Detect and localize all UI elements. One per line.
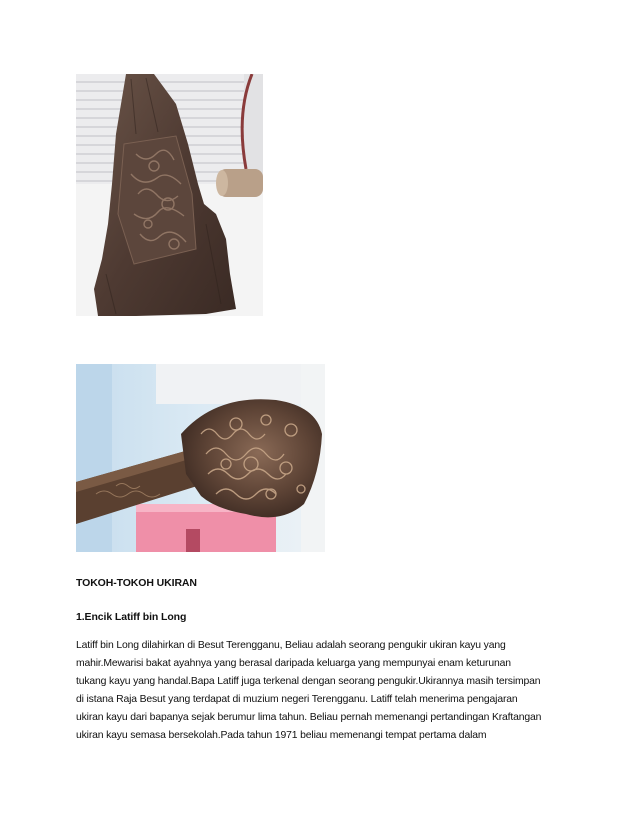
- carved-wood-stump-photo: [76, 74, 263, 316]
- paragraph-line: Latiff bin Long dilahirkan di Besut Terengganu, Beliau adalah seorang pengukir ukiran kayu yang: [76, 640, 506, 651]
- carved-wood-sculpture-photo: [76, 364, 325, 552]
- subsection-heading: 1.Encik Latiff bin Long: [76, 611, 187, 623]
- body-paragraph: [76, 637, 576, 746]
- paragraph-line: mahir.Mewarisi bakat ayahnya yang berasal daripada keluarga yang mempunyai enam keturunan: [76, 658, 511, 670]
- paragraph-line: ukiran kayu dari bapanya sejak berumur lima tahun. Beliau pernah memenangi pertandingan Kraftangan: [76, 712, 542, 724]
- paragraph-line: tukang kayu yang handal.Bapa Latiff juga terkenal dengan seorang pengukir.Ukirannya masih tersimpan: [76, 676, 541, 688]
- paragraph-line: di istana Raja Besut yang terdapat di muzium negeri Terengganu. Latiff telah menerima pengajaran: [76, 694, 518, 706]
- section-heading: TOKOH-TOKOH UKIRAN: [76, 577, 197, 589]
- paragraph-line: ukiran kayu semasa bersekolah.Pada tahun 1971 beliau memenangi tempat pertama dalam: [76, 730, 487, 742]
